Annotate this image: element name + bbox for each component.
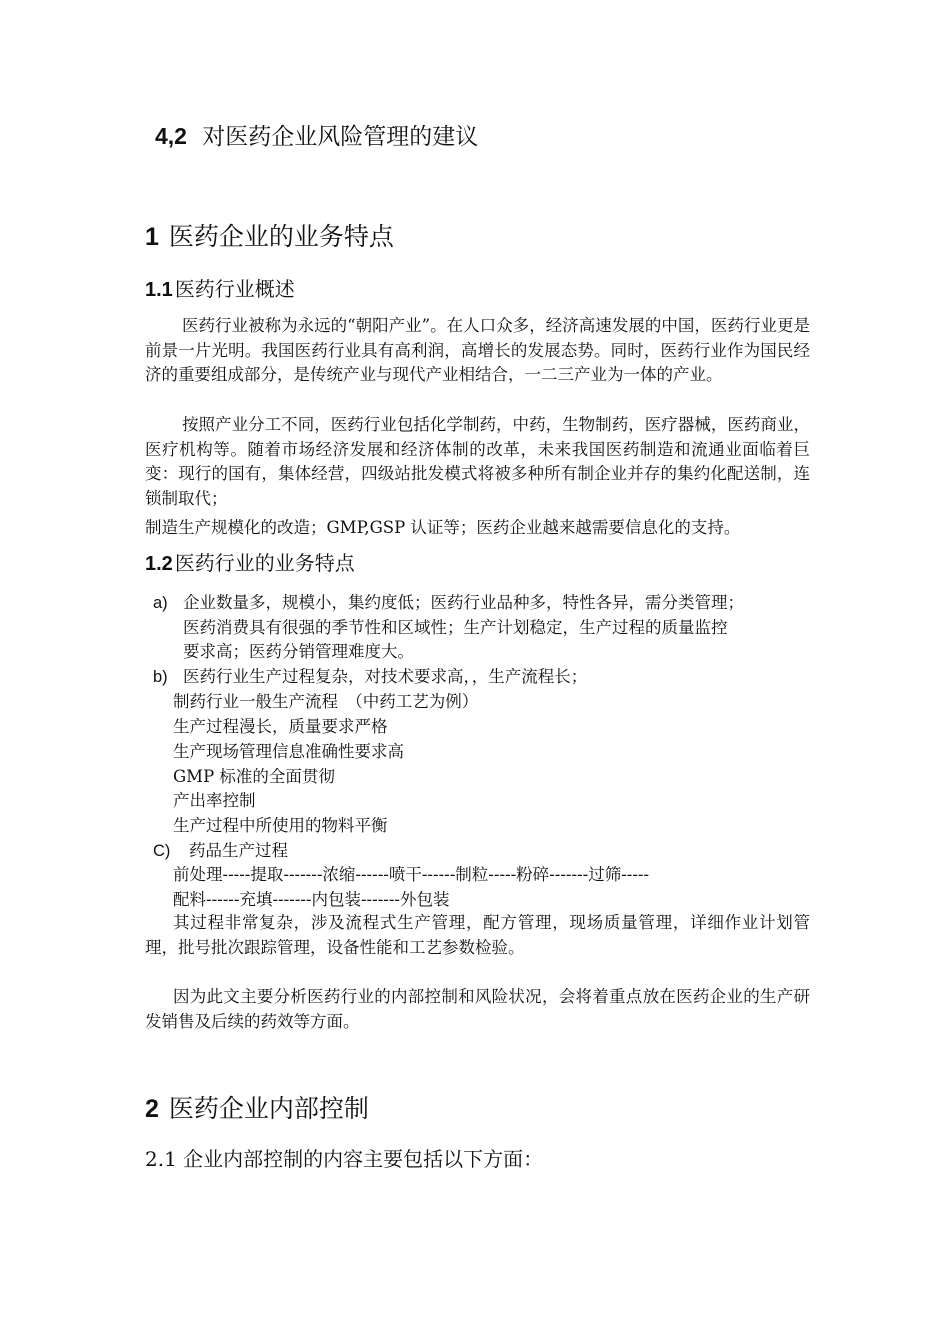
list-item-b-sub-6: 生产过程中所使用的物料平衡 [173, 816, 388, 835]
section-1-number: 1 [145, 223, 159, 251]
section-1-2-number: 1.2 [145, 553, 173, 575]
process-flow-line-2: 配料------充填-------内包装-------外包装 [173, 890, 450, 909]
list-item-a-line-1: 企业数量多，规模小，集约度低；医药行业品种多，特性各异，需分类管理； [183, 593, 744, 612]
paragraph-overview-3: 制造生产规模化的改造；GMP,GSP 认证等；医药企业越来越需要信息化的支持。 [145, 518, 741, 537]
paragraph-closing: 因为此文主要分析医药行业的内部控制和风险状况，会将着重点放在医药企业的生产研发销售及后续的药效等方面。 [145, 987, 810, 1031]
list-marker-b: b) [153, 668, 168, 686]
section-2-1-heading: 2.1 企业内部控制的内容主要包括以下方面： [145, 1147, 544, 1171]
section-1-2-title: 医药行业的业务特点 [174, 551, 355, 575]
section-2-title: 医药企业内部控制 [168, 1094, 369, 1123]
section-1-2-heading [145, 547, 355, 576]
list-item-b-sub-1: 制药行业一般生产流程 （中药工艺为例） [173, 692, 479, 711]
paragraph-overview-1: 医药行业被称为永远的“朝阳产业”。在人口众多，经济高速发展的中国，医药行业更是前景一片光明。我国医药行业具有高利润，高增长的发展态势。同时，医药行业作为国民经济的重要组成部分，是传统产业与现代产业相结合，一二三产业为一体的产业。 [145, 316, 810, 385]
toc-item-4-2 [155, 118, 478, 151]
section-1-1-number: 1.1 [145, 279, 173, 301]
paragraph-overview-2: 按照产业分工不同，医药行业包括化学制药，中药，生物制药，医疗器械，医药商业，医疗机构等。随着市场经济发展和经济体制的改革，未来我国医药制造和流通业面临着巨变：现行的国有，集体经营，四级站批发模式将被多种所有制企业并存的集约化配送制，连锁制取代； [145, 415, 810, 508]
list-item-b-sub-5: 产出率控制 [173, 791, 256, 810]
list-item-b [153, 663, 587, 687]
section-2-heading [145, 1089, 369, 1125]
section-1-heading [145, 217, 394, 253]
toc-item-title: 对医药企业风险管理的建议 [202, 124, 479, 150]
section-2-number: 2 [145, 1095, 159, 1123]
section-1-1-title: 医药行业概述 [174, 277, 295, 301]
section-1-title: 医药企业的业务特点 [168, 222, 394, 251]
list-marker-c: C) [153, 842, 171, 860]
list-item-b-sub-2: 生产过程漫长，质量要求严格 [173, 717, 388, 736]
paragraph-process-description: 其过程非常复杂，涉及流程式生产管理，配方管理，现场质量管理，详细作业计划管理，批号批次跟踪管理，设备性能和工艺参数检验。 [145, 913, 810, 957]
list-item-a-line-3: 要求高；医药分销管理难度大。 [183, 642, 414, 661]
list-item-c [153, 837, 288, 861]
list-item-b-sub-3: 生产现场管理信息准确性要求高 [173, 742, 404, 761]
section-1-1-heading [145, 273, 295, 302]
list-item-c-line: 药品生产过程 [189, 841, 288, 860]
list-item-b-sub-4: GMP 标准的全面贯彻 [173, 767, 335, 786]
list-marker-a: a) [153, 594, 168, 612]
toc-item-number: 4,2 [155, 123, 187, 149]
list-item-a [153, 589, 744, 613]
list-item-a-line-2: 医药消费具有很强的季节性和区域性；生产计划稳定，生产过程的质量监控 [183, 618, 728, 637]
process-flow-line-1: 前处理-----提取-------浓缩------喷干------制粒-----粉碎-------过筛----- [173, 865, 650, 884]
list-item-b-line: 医药行业生产过程复杂，对技术要求高，，生产流程长； [183, 667, 588, 686]
